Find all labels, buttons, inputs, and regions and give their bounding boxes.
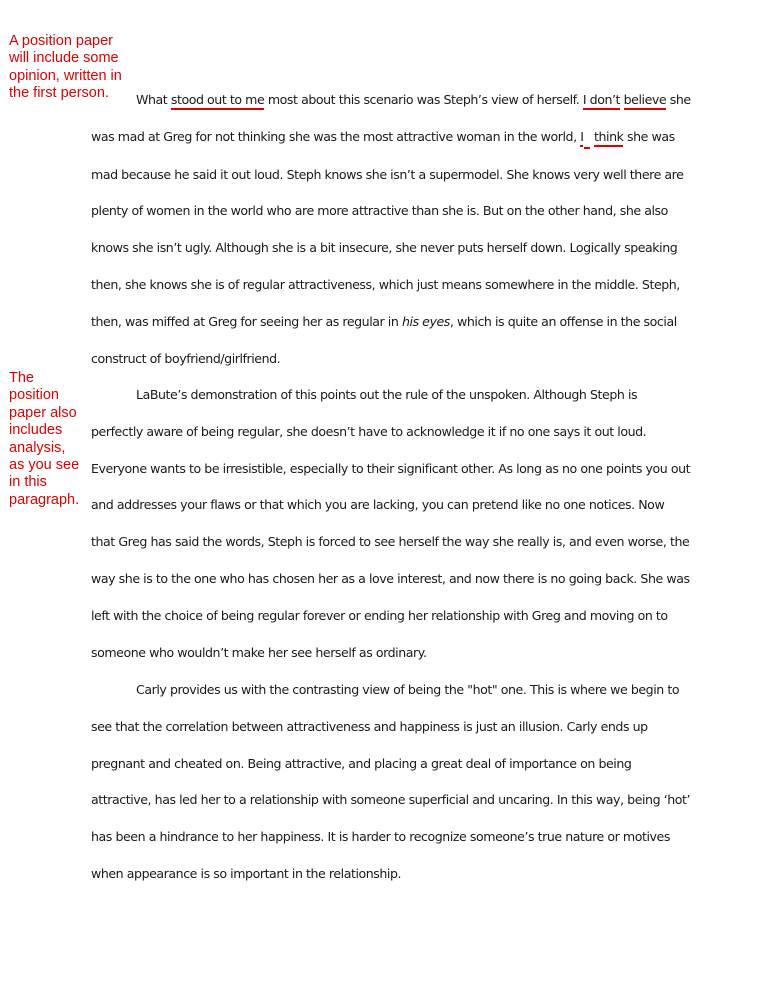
paragraph-1: [91, 82, 691, 377]
p1-text-b: most about this scenario was Steph’s view of herself.: [264, 92, 583, 107]
p1-text-c: she was mad at Greg for not thinking she was the most attractive woman in the world,: [91, 92, 691, 144]
margin-note-analysis: The position paper also includes analysis, as you see in this paragraph.: [9, 370, 80, 508]
underline-think: think: [594, 129, 623, 147]
underline-i-dont: I don’t: [583, 92, 620, 110]
p1-text-d: she was mad because he said it out loud. Steph knows she isn’t a supermodel. She knows very well there are plenty of women in the world who are more attractive than she is. But on the other hand, she also knows she isn’t ugly. Although she is a bit insecure, she never puts herself down. Logically speaking then, she knows she is of regular attractiveness, which just means somewhere in the middle. Steph, then, was miffed at Greg for seeing her as regular in: [91, 128, 684, 329]
paragraph-3: [91, 672, 691, 893]
p1-text-a: What: [136, 92, 171, 107]
underline-believe: believe: [624, 92, 667, 110]
p1-italic-his-eyes: his eyes: [401, 313, 450, 329]
paragraph-2: [91, 377, 691, 671]
underline-stood-out-to-me: stood out to me: [171, 92, 264, 110]
p2-text: LaBute’s demonstration of this points out the rule of the unspoken. Although Steph is perfectly aware of being regular, she doesn’t have to acknowledge it if no one says it out loud. Everyone wants to be irresistible, especially to their significant other. As long as no one points you out and addresses your flaws or that which you are lacking, you can pretend like no one notices. Now that Greg has said the words, Steph is forced to see herself the way she really is, and even worse, the way she is to the one who has chosen her as a love interest, and now there is no going back. She was left with the choice of being regular forever or ending her relationship with Greg and moving on to someone who wouldn’t make her see herself as ordinary.: [91, 387, 691, 660]
margin-note-opinion: A position paper will include some opinion, written in the first person.: [9, 33, 122, 102]
p3-text: Carly provides us with the contrasting view of being the "hot" one. This is where we begin to see that the correlation between attractiveness and happiness is just an illusion. Carly ends up pregnant and cheated on. Being attractive, and placing a great deal of importance on being attractive, has led her to a relationship with someone superficial and uncaring. In this way, being ‘hot’ has been a hindrance to her happiness. It is harder to recognize someone’s true nature or motives when appearance is so important in the relationship.: [91, 682, 691, 881]
p1-text-end: , which is quite an offense in the social construct of boyfriend/girlfriend.: [91, 313, 677, 366]
underline-tick: [584, 147, 590, 157]
underline-i: I: [580, 129, 583, 147]
